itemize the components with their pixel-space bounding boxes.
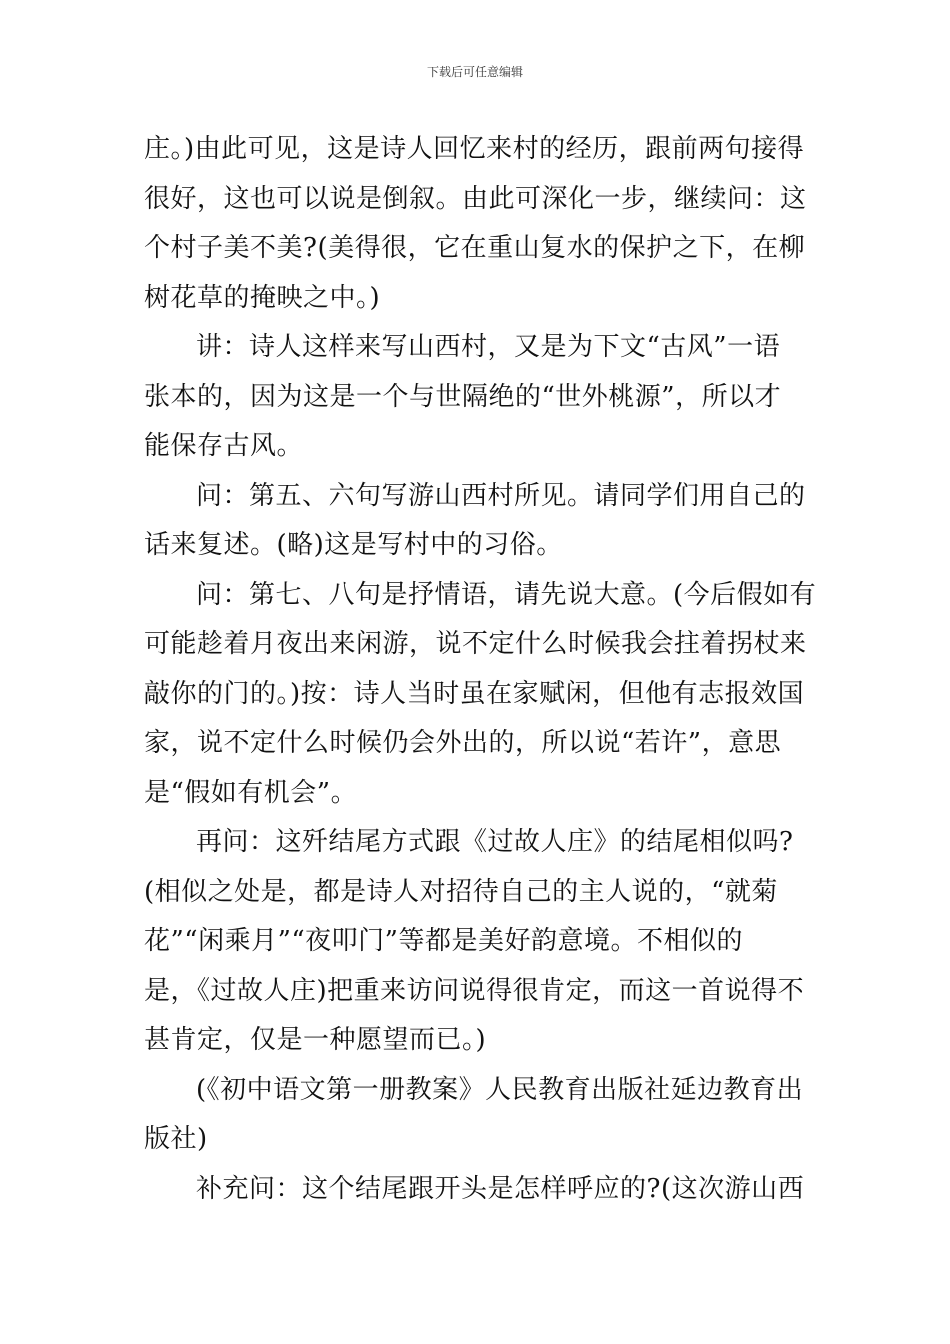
text-line: 再问：这歼结尾方式跟《过故人庄》的结尾相似吗? <box>196 827 794 857</box>
text-line: 是“假如有机会”。 <box>144 777 358 808</box>
document-body <box>144 125 817 1214</box>
text-line: 家，说不定什么时候仍会外出的，所以说“若许”，意思 <box>144 728 782 758</box>
text-line: 个村子美不美?(美得很，它在重山复水的保护之下，在柳 <box>144 233 806 263</box>
text-line: 补充问：这个结尾跟开头是怎样呼应的?(这次游山西 <box>196 1173 805 1204</box>
text-line: 是，《过故人庄)把重来访问说得很肯定，而这一首说得不 <box>144 975 805 1006</box>
text-line: 很好，这也可以说是倒叙。由此可深化一步，继续问：这 <box>144 183 807 214</box>
text-line: 问：第七、八句是抒情语，请先说大意。(今后假如有 <box>196 579 817 610</box>
text-line: 能保存古风。 <box>144 431 304 461</box>
text-line: (相似之处是，都是诗人对招待自己的主人说的，“就菊 <box>144 876 778 907</box>
text-line: 树花草的掩映之中。) <box>144 282 381 313</box>
text-line: 甚肯定，仅是一种愿望而已。) <box>144 1025 487 1055</box>
text-line: 话来复述。(略)这是写村中的习俗。 <box>144 530 563 560</box>
text-line: 版社) <box>144 1124 208 1154</box>
text-line: 庄。)由此可见，这是诗人回忆来村的经历，跟前两句接得 <box>144 134 805 164</box>
text-line: 可能趁着月夜出来闲游，说不定什么时候我会拄着拐杖来 <box>144 629 807 659</box>
text-line: 敲你的门的。)按：诗人当时虽在家赋闲，但他有志报效国 <box>144 678 805 709</box>
page-header: 下载后可任意编辑 <box>426 65 523 79</box>
text-line: (《初中语文第一册教案》人民教育出版社延边教育出 <box>196 1074 804 1105</box>
text-line: 张本的，因为这是一个与世隔绝的“世外桃源”，所以才 <box>144 381 782 412</box>
text-line: 问：第五、六句写游山西村所见。请同学们用自己的 <box>196 480 806 511</box>
text-line: 讲：诗人这样来写山西村，又是为下文“古风”一语 <box>196 332 781 362</box>
text-line: 花”“闲乘月”“夜叩门”等都是美好韵意境。不相似的 <box>144 926 743 956</box>
